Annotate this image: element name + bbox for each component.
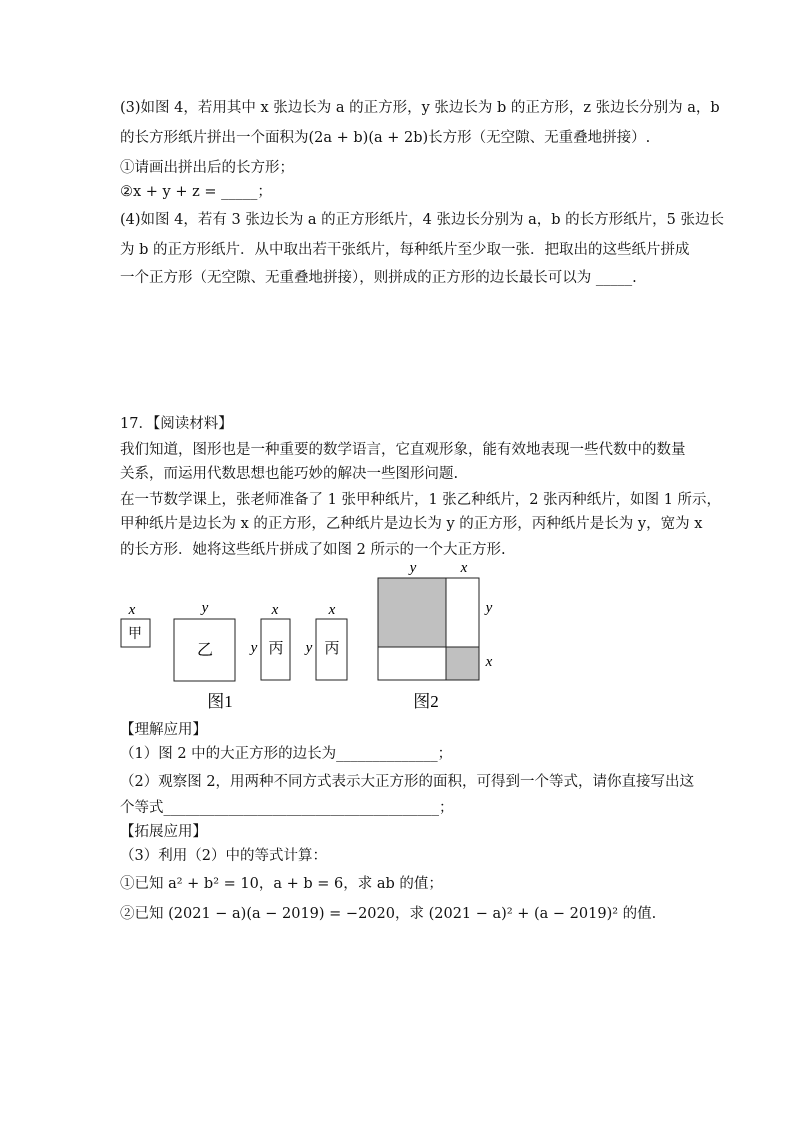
fig1-jia-label: 甲	[128, 626, 142, 642]
q17-p1: 我们知道，图形也是一种重要的数学语言，它直观形象，能有效地表现一些代数中的数量	[120, 442, 686, 458]
fig1-bing2-x-label: x	[328, 602, 336, 618]
fig1-bing2-y-label: y	[305, 640, 313, 656]
fig1-yi-y-label: y	[201, 600, 209, 616]
q3-sub1: ①请画出拼出后的长方形；	[120, 160, 294, 176]
fig2-top-x-label: x	[460, 560, 468, 576]
understand-q1: （1）图 2 中的大正方形的边长为______________；	[120, 746, 453, 762]
extend-header: 【拓展应用】	[120, 824, 207, 840]
fig2-shade-yy	[378, 578, 446, 647]
fig2-shade-xx	[446, 647, 479, 680]
q3-line2: 的长方形纸片拼出一个面积为(2a + b)(a + 2b)长方形（无空隙、无重叠地拼接）.	[120, 130, 651, 146]
fig1-yi-label: 乙	[196, 640, 214, 659]
q4-line2: 为 b 的正方形纸片．从中取出若干张纸片，每种纸片至少取一张．把取出的这些纸片拼成	[120, 242, 690, 258]
q4-line3: 一个正方形（无空隙、无重叠地拼接），则拼成的正方形的边长最长可以为 _____.	[120, 270, 637, 286]
fig1-bing2-label: 丙	[324, 639, 340, 657]
fig2-right-y-label: y	[485, 600, 493, 616]
extend-q3-b: ②已知 (2021 − a)(a − 2019) = −2020，求 (2021 − a)² + (a − 2019)² 的值.	[120, 906, 657, 922]
figures	[0, 555, 800, 715]
figure2	[378, 560, 493, 711]
q17-p5: 的长方形．她将这些纸片拼成了如图 2 所示的一个大正方形.	[120, 542, 506, 558]
q17-p4: 甲种纸片是边长为 x 的正方形，乙种纸片是边长为 y 的正方形，丙种纸片是长为 y，宽为 x	[120, 516, 703, 532]
q17-p2: 关系，而运用代数思想也能巧妙的解决一些图形问题.	[120, 466, 459, 482]
extend-q3-a: ①已知 a² + b² = 10，a + b = 6，求 ab 的值；	[120, 876, 443, 892]
understand-q2-line2: 个等式______________________________________；	[120, 800, 454, 816]
q3-sub2: ②x + y + z = _____；	[120, 184, 272, 200]
q17-p3: 在一节数学课上，张老师准备了 1 张甲种纸片，1 张乙种纸片，2 张丙种纸片，如图 1 所示，	[120, 492, 722, 508]
fig1-jia-x-label: x	[128, 602, 136, 618]
fig2-caption: 图2	[413, 692, 439, 711]
fig1-caption: 图1	[207, 692, 233, 711]
q3-line1: (3)如图 4，若用其中 x 张边长为 a 的正方形，y 张边长为 b 的正方形，z 张边长分别为 a，b	[120, 100, 720, 116]
understand-q2-line1: （2）观察图 2，用两种不同方式表示大正方形的面积，可得到一个等式，请你直接写出这	[120, 774, 695, 790]
fig2-right-x-label: x	[485, 654, 493, 670]
understand-header: 【理解应用】	[120, 722, 207, 738]
q4-line1: (4)如图 4，若有 3 张边长为 a 的正方形纸片，4 张边长分别为 a，b 的长方形纸片，5 张边长	[120, 212, 724, 228]
extend-q3: （3）利用（2）中的等式计算：	[120, 848, 327, 864]
fig1-bing1-y-label: y	[250, 640, 258, 656]
fig1-bing1-label: 丙	[268, 639, 284, 657]
fig2-top-y-label: y	[409, 560, 417, 576]
q17-header: 17．【阅读材料】	[120, 416, 233, 432]
figure1	[121, 600, 347, 711]
fig1-bing1-x-label: x	[271, 602, 279, 618]
